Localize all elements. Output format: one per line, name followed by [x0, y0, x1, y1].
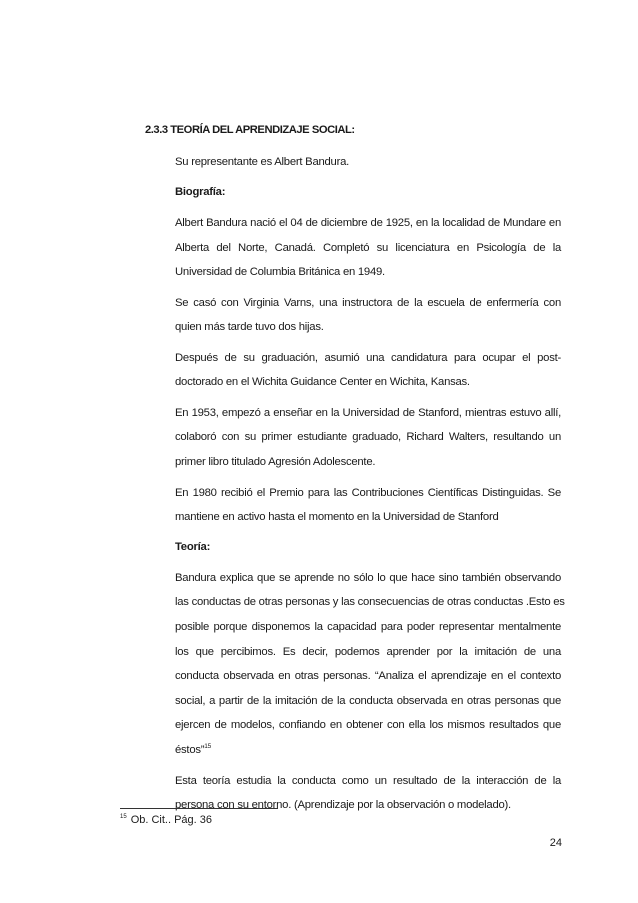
paragraph-line: Albert Bandura nació el 04 de diciembre de 1925, en la localidad de Mundare en — [175, 217, 561, 229]
paragraph-line: En 1953, empezó a enseñar en la Universidad de Stanford, mientras estuvo allí, — [175, 407, 561, 419]
paragraph-line-with-footnote — [175, 743, 561, 757]
paragraph-line: Esta teoría estudia la conducta como un resultado de la interacción de la — [175, 775, 561, 787]
paragraph-line: persona con su entorno. (Aprendizaje por la observación o modelado). — [175, 799, 511, 811]
paragraph-line: Se casó con Virginia Varns, una instructora de la escuela de enfermería con — [175, 297, 561, 309]
paragraph-line: social, a partir de la imitación de la conducta observada en otras personas que — [175, 695, 561, 707]
paragraph-line: Después de su graduación, asumió una candidatura para ocupar el post- — [175, 352, 561, 364]
paragraph-line: doctorado en el Wichita Guidance Center en Wichita, Kansas. — [175, 376, 470, 388]
paragraph-line: Universidad de Columbia Británica en 1949. — [175, 266, 385, 278]
paragraph-line: ejercen de modelos, confiando en obtener con ella los mismos resultados que — [175, 719, 561, 731]
page-number: 24 — [549, 837, 562, 849]
paragraph-line: conducta observada en otras personas. “Analiza el aprendizaje en el contexto — [175, 670, 561, 682]
footnote-text: Ob. Cit.. Pág. 36 — [130, 814, 213, 826]
footnote-number: 15 — [120, 814, 127, 820]
paragraph-line: posible porque disponemos la capacidad para poder representar mentalmente — [175, 621, 561, 633]
biography-heading: Biografía: — [175, 186, 226, 198]
paragraph-line-text: éstos” — [175, 744, 205, 756]
paragraph-line: primer libro titulado Agresión Adolescente. — [175, 456, 376, 468]
paragraph-line: las conductas de otras personas y las consecuencias de otras conductas .Esto es — [175, 596, 565, 608]
paragraph-line: mantiene en activo hasta el momento en la Universidad de Stanford — [175, 511, 499, 523]
representative-line: Su representante es Albert Bandura. — [175, 156, 350, 168]
section-heading: 2.3.3 TEORÍA DEL APRENDIZAJE SOCIAL: — [145, 124, 355, 136]
footnote — [120, 814, 212, 826]
theory-heading: Teoría: — [175, 541, 211, 553]
paragraph-line: En 1980 recibió el Premio para las Contribuciones Científicas Distinguidas. Se — [175, 487, 561, 499]
paragraph-line: los que percibimos. Es decir, podemos aprender por la imitación de una — [175, 646, 561, 658]
paragraph-line: colaboró con su primer estudiante graduado, Richard Walters, resultando un — [175, 431, 561, 443]
footnote-reference[interactable]: 15 — [204, 743, 211, 750]
paragraph-line: quien más tarde tuvo dos hijas. — [175, 321, 324, 333]
footnote-divider — [120, 808, 278, 809]
paragraph-line: Bandura explica que se aprende no sólo lo que hace sino también observando — [175, 572, 561, 584]
paragraph-line: Alberta del Norte, Canadá. Completó su licenciatura en Psicología de la — [175, 242, 561, 254]
